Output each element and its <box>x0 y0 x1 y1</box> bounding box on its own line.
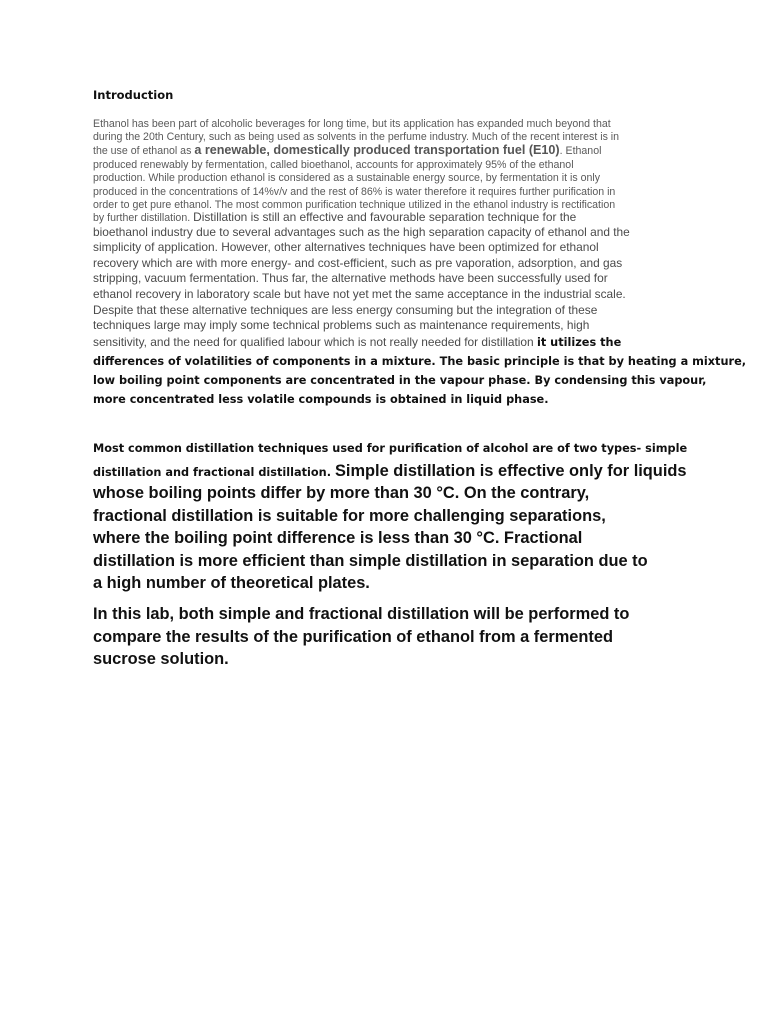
distillation-types-paragraph <box>93 437 688 595</box>
text-line: Most common distillation techniques used for purification of alcohol are of two types- simple <box>93 442 688 455</box>
text-line: by further distillation. Distillation is still an effective and favourable separation technique for the <box>93 210 577 225</box>
text-line: more concentrated less volatile compounds is obtained in liquid phase. <box>93 392 549 406</box>
text-line: produced in the concentrations of 14%v/v and the rest of 86% is water therefore it requires further purification in <box>93 185 616 198</box>
section-heading: Introduction <box>93 88 174 102</box>
text-line: differences of volatilities of components in a mixture. The basic principle is that by heating a mixture, <box>93 354 747 368</box>
text-line: compare the results of the purification of ethanol from a fermented <box>93 627 614 646</box>
text-line: simplicity of application. However, other alternatives techniques have been optimized for ethanol <box>93 240 599 255</box>
text-line: where the boiling point difference is less than 30 °C. Fractional <box>93 529 583 547</box>
text-line: order to get pure ethanol. The most common purification technique utilized in the ethanol industry is rectification <box>93 198 616 211</box>
text-line: distillation and fractional distillation. Simple distillation is effective only for liquids <box>93 461 687 480</box>
text-line: sensitivity, and the need for qualified labour which is not really needed for distillation it utilizes the <box>93 334 622 349</box>
text-line: techniques large may imply some technical problems such as maintenance requirements, high <box>93 318 590 333</box>
text-line: produced renewably by fermentation, called bioethanol, accounts for approximately 95% of the ethanol <box>93 159 574 172</box>
text-line: distillation is more efficient than simple distillation in separation due to <box>93 551 648 570</box>
emphasized-phrase: a renewable, domestically produced transportation fuel (E10) <box>194 142 560 157</box>
text-line: sucrose solution. <box>93 650 229 668</box>
text-line: production. While production ethanol is considered as a sustainable energy source, by fermentation it is only <box>93 172 601 185</box>
text-line: recovery which are with more energy- and cost-efficient, such as pre vaporation, adsorption, and gas <box>93 255 623 270</box>
text-line: low boiling point components are concentrated in the vapour phase. By condensing this vapour, <box>93 373 707 387</box>
text-line: whose boiling points differ by more than 30 °C. On the contrary, <box>93 484 590 502</box>
text-line: In this lab, both simple and fractional distillation will be performed to <box>93 605 630 623</box>
lab-objective-paragraph <box>93 603 683 671</box>
text-line: Despite that these alternative techniques are less energy consuming but the integration of these <box>93 302 598 317</box>
text-line: a high number of theoretical plates. <box>93 574 370 592</box>
text-line: during the 20th Century, such as being used as solvents in the perfume industry. Much of the recent interest is in <box>93 131 620 144</box>
text-line: bioethanol industry due to several advantages such as the high separation capacity of ethanol and the <box>93 224 630 239</box>
introduction-paragraph <box>93 116 747 408</box>
text-line: ethanol recovery in laboratory scale but have not yet met the same acceptance in the industrial scale. <box>93 286 626 301</box>
text-line: Ethanol has been part of alcoholic beverages for long time, but its application has expanded much beyond that <box>93 118 611 130</box>
text-line: stripping, vacuum fermentation. Thus far, the alternative methods have been successfully used for <box>93 271 608 286</box>
text-line: fractional distillation is suitable for more challenging separations, <box>93 506 606 525</box>
text-line: the use of ethanol as a renewable, domestically produced transportation fuel (E10). Ethanol <box>93 142 602 157</box>
